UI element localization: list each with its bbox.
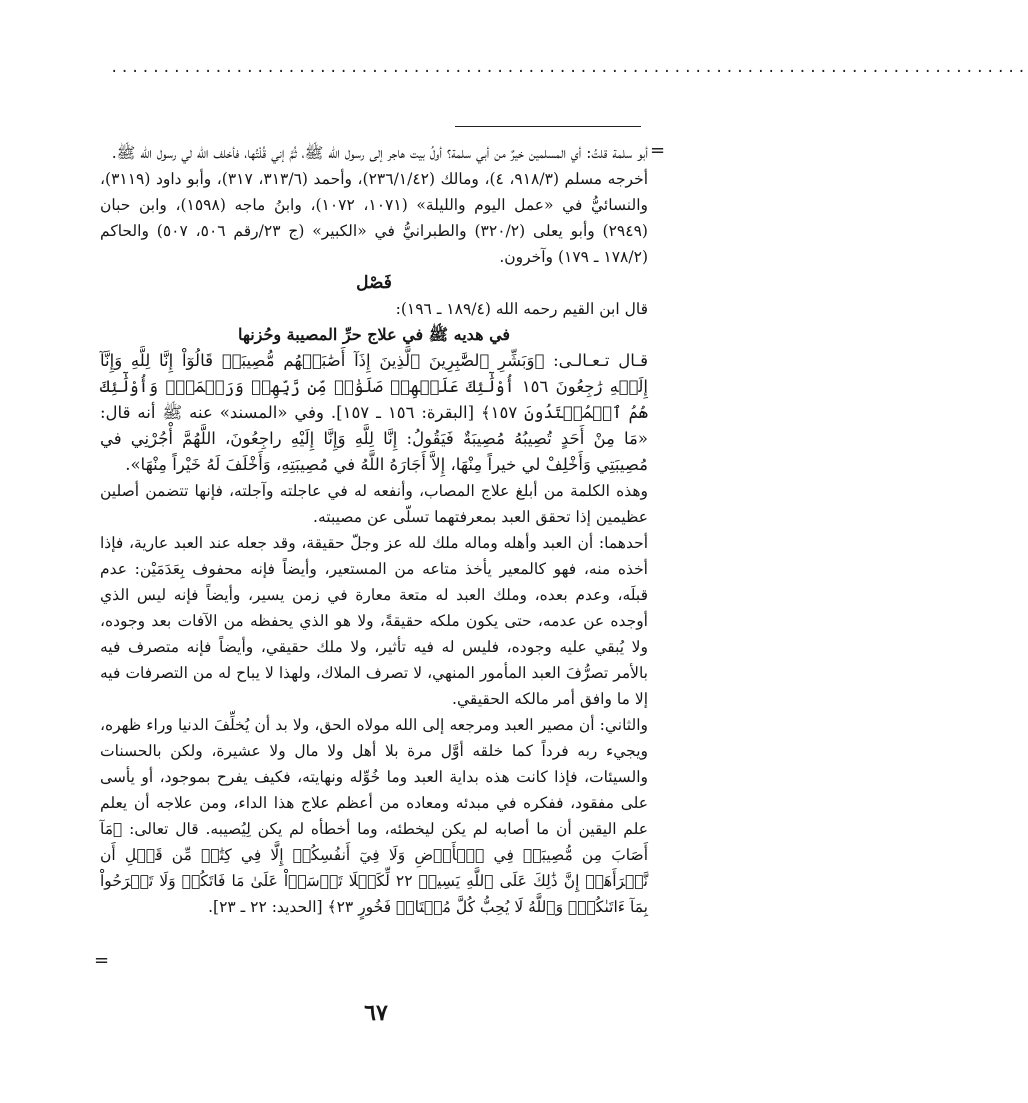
page-body xyxy=(100,140,648,920)
page-number: ٦٧ xyxy=(364,1000,388,1026)
footnote-rule xyxy=(455,126,641,127)
footnote-text: أبو سلمة قلتُ: أي المسلمين خيرٌ من أبي سلمة؟ أولُ بيت هاجر إلى رسول الله ﷺ، ثُمَّ إني قُلْتُها، فأخلف الله لي رسول الله ﷺ. xyxy=(111,144,648,162)
paragraph: وهذه الكلمة من أبلغ علاج المصاب، وأنفعه له في عاجلته وآجلته، فإنها تتضمن أصلين عظيمين إذا تحقق العبد بمعرفتهما تسلّى عن مصيبته. xyxy=(100,482,648,526)
attribution: قال ابن القيم رحمه الله (١٨٩/٤ ـ ١٩٦): xyxy=(395,300,648,318)
paragraph: والثاني: أن مصير العبد ومرجعه إلى الله مولاه الحق، ولا بد أن يُخلِّفَ الدنيا وراء ظهره، ويجيء ربه فرداً كما خلقه أوَّل مرة بلا أهل ولا مال ولا عشيرة، ولكن بالحسنات والسيئات، فإذا كانت هذه بداية العبد وما خُوِّله ونهايته، فكيف يفرح بموجود، أو يأسى على مفقود، ففكره في مبدئه ومعاده من أعظم علاج هذا الداء، ومن علاجه أن يعلم علم اليقين أن ما أصابه لم يكن ليخطئه، وما أخطأه لم يكن لِيُصيبه. قال تعالى: ﴿مَآ أَصَابَ مِن مُّصِيبَةٖ فِي ٱلۡأَرۡضِ وَلَا فِيٓ أَنفُسِكُمۡ إِلَّا فِي كِتَٰبٖ مِّن قَبۡلِ أَن نَّبۡرَأَهَآۚ إِنَّ ذَٰلِكَ عَلَى ٱللَّهِ يَسِيرٞ ٢٢ لِّكَيۡلَا تَأۡسَوۡاْ عَلَىٰ مَا فَاتَكُمۡ وَلَا تَفۡرَحُواْ بِمَآ ءَاتَىٰكُمۡۗ وَٱللَّهُ لَا يُحِبُّ كُلَّ مُخۡتَالٖ فَخُورٍ ٢٣﴾ [الحديد: ٢٢ ـ ٢٣]. xyxy=(100,716,648,916)
subheading: في هديه ﷺ في علاج حرِّ المصيبة وحُزنها xyxy=(237,325,511,344)
footnote-citations: أخرجه مسلم (٩١٨/٣، ٤)، ومالك (٢٣٦/١/٤٢)، وأحمد (٣١٣/٦، ٣١٧)، وأبو داود (٣١١٩)، والنسائيُّ في «عمل اليوم والليلة» (١٠٧١، ١٠٧٢)، وابنُ ماجه (١٥٩٨)، وابن حبان (٢٩٤٩) وأبو يعلى (٣٢٠/٢) والطبرانيُّ في «الكبير» (ج ٢٣/رقم ٥٠٦، ٥٠٧) والحاكم (١٧٨/٢ ـ ١٧٩) وآخرون. xyxy=(100,170,649,266)
paragraph: أحدهما: أن العبد وأهله وماله ملك لله عز وجلّ حقيقة، وقد جعله عند العبد عارية، فإذا أخذه منه، فهو كالمعير يأخذ متاعه من المستعير، وأيضاً فإنه محفوف بِعَدَمَيْن: عدم قبلَه، وعدم بعده، وملك العبد له متعة معارة في زمن يسير، وأيضاً فإنه ليس الذي أوجده عن عدمه، حتى يكون ملكه حقيقةً، ولا هو الذي يحفظه من الآفات بعد وجوده، ولا يُبقي عليه وجوده، فليس له فيه تأثير، ولا ملك حقيقي، وأيضاً فإنه متصرف فيه بالأمر تصرُّفَ العبد المأمور المنهي، لا تصرف الملاك، ولهذا لا يباح له من التصرفات فيه إلا ما وافق أمر مالكه الحقيقي. xyxy=(100,534,648,708)
continuation-mark-top: = xyxy=(650,140,666,161)
section-title: فَصْل xyxy=(356,273,392,293)
continuation-mark-bottom: = xyxy=(94,950,110,971)
quran-passage: قـال تـعـالـى: ﴿وَبَشِّرِ ٱلصَّٰبِرِينَ ٱلَّذِينَ إِذَآ أَصَٰبَتۡهُم مُّصِيبَةٞ قَالُوٓاْ إِنَّا لِلَّهِ وَإِنَّآ إِلَيۡهِ رَٰجِعُونَ ١٥٦ أُوْلَٰٓئِكَ عَلَيۡهِمۡ صَلَوَٰتٞ مِّن رَّبِّهِمۡ وَرَحۡمَةٞۖ وَأُوْلَٰٓئِكَ هُمُ ٱلۡمُهۡتَدُونَ ١٥٧﴾ [البقرة: ١٥٦ ـ ١٥٧]. وفي «المسند» عنه ﷺ أنه قال: «مَا مِنْ أَحَدٍ تُصِيبُهُ مُصِيبَةٌ فَيَقُولُ: إِنَّا لِلَّهِ وَإِنَّا إِلَيْهِ راجِعُونَ، اللَّهُمَّ أْجُرْنِي في مُصِيبَتِي وَأَخْلِفْ لي خيراً مِنْهَا، إِلاَّ أَجَارَهُ اللَّهُ في مُصِيبَتِهِ، وَأَخْلَفَ لَهُ خَيْراً مِنْهَا». xyxy=(100,351,648,474)
dotted-separator: ........................................................................................ xyxy=(110,60,1028,76)
